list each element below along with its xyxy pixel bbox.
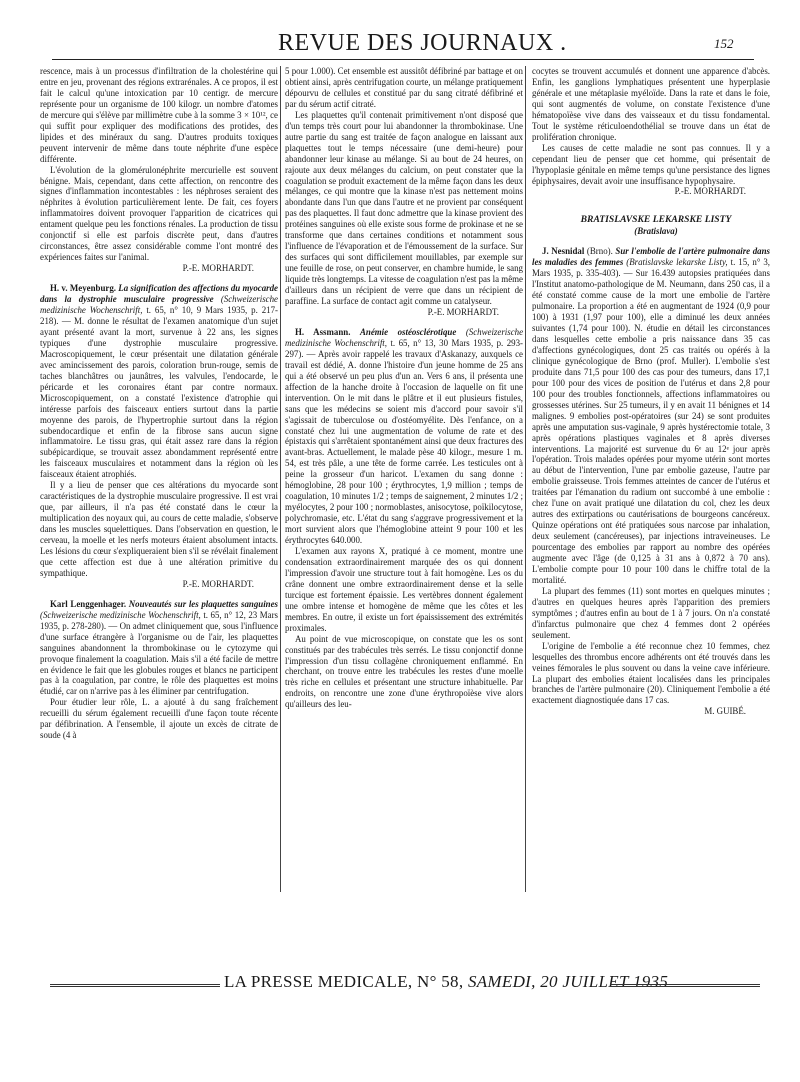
signature: P.-E. MORHARDT. bbox=[182, 263, 254, 274]
spacer bbox=[40, 590, 278, 599]
paragraph: L'examen aux rayons X, pratiqué à ce moment, montre une condensation extraordinairement marquée des os qui donnent l'impression d'avoir une structure tout à fait homogène. Les os du crâne donnent une ombre extraordinairement dense et la selle turcique est fortement épaissie. Les vertèbres donnent également une ombre intense et homogène de même que les côtes et les membres. En outre, il existe un fort épaississement des extrémités proximales. bbox=[285, 545, 523, 633]
footer-rule-right bbox=[610, 984, 760, 987]
footer-journal-number: LA PRESSE MEDICALE, N° 58, bbox=[224, 972, 468, 991]
spacer bbox=[532, 197, 770, 206]
article-author: J. Nesnidal bbox=[542, 246, 585, 257]
column-2 bbox=[285, 66, 523, 896]
spacer bbox=[285, 318, 523, 327]
article-author: H. v. Meyenburg. bbox=[50, 283, 116, 294]
paragraph: L'évolution de la glomérulonéphrite mercurielle est souvent bénigne. Mais, cependant, dans cette affection, on rencontre des signes d'inflammation incontestables : les néphroses seraient des néphrites à évolution particulièrement lente. De fait, ces foyers inflammatoires doivent provoquer l'apparition de cicatrices qui entament quelque peu les fonctions rénales. La production de tissu conjonctif si elle est parfois discrète peut, dans d'autres circonstances, être assez considérable comme l'ont montré des expériences faites sur l'animal. bbox=[40, 164, 278, 263]
page-header bbox=[0, 30, 800, 62]
article-source: (Schweizerische medizinische Wochenschrift, bbox=[40, 609, 201, 620]
article-reference: t. 65, n° 12, 23 Mars 1935, p. 278-280). bbox=[40, 609, 278, 631]
footer-rule-left bbox=[50, 984, 220, 987]
footer-date: SAMEDI, 20 JUILLET 1935 bbox=[467, 972, 669, 991]
paragraph: L'origine de l'embolie a été reconnue chez 10 femmes, chez lesquelles des thrombus encore adhérents ont été trouvés dans les veines fémorales le plus souvent ou dans la veine cave inférieure. La plupart des embolies étaient localisées dans les principales branches de l'artère pulmonaire (20). Cliniquement l'embolie a été exactement diagnostiquée dans 17 cas. bbox=[532, 640, 770, 706]
article-title: Sur l'embolie de l'artère pulmonaire dans les maladies des femmes bbox=[532, 246, 770, 268]
paragraph: 5 pour 1.000). Cet ensemble est aussitôt défibriné par battage et on obtient ainsi, après centrifugation courte, un mélange pratiquement dépourvu de cellules et constitué par du sang citraté défibriné et par du sérum actif citraté. bbox=[285, 66, 523, 109]
article-title: Nouveautés sur les plaquettes sanguines bbox=[128, 598, 278, 609]
article-author: H. Assmann. bbox=[295, 326, 351, 337]
article-source: (Schweizerische medizinische Wochenschrift, bbox=[40, 294, 278, 316]
signature: M. GUIBÉ. bbox=[704, 706, 746, 717]
article-entry bbox=[285, 327, 523, 546]
page-footer bbox=[0, 972, 800, 1000]
article-reference: t. 15, n° 3, Mars 1935, p. 335-403). bbox=[532, 257, 770, 279]
column-divider-2 bbox=[525, 66, 526, 892]
column-3 bbox=[532, 66, 770, 896]
article-source: (Bratislavske lekarske Listy, bbox=[626, 257, 728, 268]
article-body: — Après avoir rappelé les travaux d'Askanazy, auxquels ce travail est dédié, A. donne l'histoire d'un jeune homme de 25 ans qui a été observé un peu plus d'un an. Vers 6 ans, il présenta une affection de la hanche droite à l'occasion de laquelle on fit une intervention. On le mit dans le plâtre et il eut plusieurs fistules, sans que les médecins se soient mis d'accord pour savoir s'il s'agissait de tuberculose ou d'ostéomyélite. Dès l'enfance, on a constaté chez lui une augmentation de volume de rate et des épistaxis qui s'arrêtaient spontanément ainsi que deux fractures des avant-bras. Actuellement, le malade pèse 40 kilogr., mesure 1 m. 54, est très pâle, a une tête de forme carrée. Les testicules ont à peine la grosseur d'un haricot. L'examen du sang donne : hémoglobine, 28 pour 100 ; érythrocytes, 1,9 million ; temps de coagulation, 10 minutes 1/2 ; temps de saignement, 2 minutes 1/2 ; myélocytes, 2 pour 100 ; normoblastes, anisocytose, poïkilocytose, polychromasie, etc. L'état du sang s'aggrave progressivement et la mort survient alors que l'hémoglobine atteint 9 pour 100 et les érythrocytes 640.000. bbox=[285, 348, 523, 546]
article-title: La signification des affections du myocarde dans la dystrophie musculaire progressive bbox=[40, 283, 278, 305]
footer-issue-line bbox=[224, 972, 668, 992]
paragraph: cocytes se trouvent accumulés et donnent une apparence d'abcès. Enfin, les ganglions lymphatiques présentent une hyperplasie générale et une métaplasie myéloïde. Dans la rate et dans le foie, qui sont augmentés de volume, on constate l'existence d'une hématopoïèse vive dans des vaisseaux et du tissu fondamental. Tout le système réticuloendothélial se trouve dans un état de prolifération chronique. bbox=[532, 66, 770, 142]
paragraph: Les causes de cette maladie ne sont pas connues. Il y a cependant lieu de penser que cet homme, qui présentait de l'hypoplasie génitale en même temps qu'une persistance des lignes épiphysaires, devait avoir une insuffisance hypophysaire. bbox=[532, 142, 770, 186]
paragraph: rescence, mais à un processus d'infiltration de la cholestérine qui entre en jeu, provenant des régions extrarénales. A ce propos, il est fait le calcul qu'une intoxication par 10 centigr. de mercure représente pour un organisme de 100 kilogr. un nombre d'atomes de mercure qui s'élève par millimètre cube à la somme 3 × 10¹², ce qui suffit pour expliquer des modifications des protides, des lipides et des minéraux du sang. D'autres produits toxiques peuvent intervenir de même dans toute néphrite d'une espèce différente. bbox=[40, 66, 278, 164]
journal-heading: BRATISLAVSKE LEKARSKE LISTY bbox=[580, 214, 732, 226]
article-title: Anémie ostéosclérotique bbox=[359, 326, 457, 337]
page-number: 152 bbox=[714, 36, 734, 51]
article-source: (Schweizerische medizinische Wochenschrift, bbox=[285, 326, 523, 348]
signature: P.-E. MORHARDT. bbox=[182, 578, 254, 589]
article-reference: t. 65, n° 13, 30 Mars 1935, p. 293-297). bbox=[285, 337, 523, 359]
spacer bbox=[40, 274, 278, 283]
article-author: Karl Lenggenhager. bbox=[50, 598, 127, 609]
running-title: REVUE DES JOURNAUX . bbox=[278, 30, 567, 56]
spacer bbox=[532, 237, 770, 246]
signature: P.-E. MORHARDT. bbox=[674, 186, 746, 197]
column-1 bbox=[40, 66, 278, 896]
article-entry bbox=[40, 599, 278, 698]
paragraph: Il y a lieu de penser que ces altérations du myocarde sont caractéristiques de la dystrophie musculaire progressive. Il est vrai que, par ailleurs, il n'a pas été constaté dans le cœur la multiplication des noyaux qui, au cours de cette maladie, s'observe dans les muscles squelettiques. Dans l'observation en question, le cerveau, la moelle et les nerfs moteurs étaient absolument intacts. Les lésions du cœur s'expliqueraient bien s'il se révélait finalement que cette affection est due à une altération primitive du sympathique. bbox=[40, 480, 278, 578]
article-reference: t. 65, n° 10, 9 Mars 1935, p. 217-218). bbox=[40, 305, 278, 326]
article-body: — M. donne le résultat de l'examen anatomique d'un sujet ayant présenté avant la mort, survenue à 22 ans, les signes typiques d'une dystrophie musculaire progressive. Macroscopiquement, le cœur présentait une dilatation générale avec amincissement des parois, coloration brun-rouge, semis de taches blanchâtres ou jaunâtres, les valvules, l'endocarde, le péricarde et les coronaires étant par contre normaux. Microscopiquement, on a constaté l'existence d'atrophie qui intéresse parfois des faisceaux entiers surtout dans la partie moyenne des parois, de l'hypertrophie surtout dans la région subendocardique et enfin de la fibrose sans aucun signe inflammatoire. Le tissu gras, qui était assez rare dans la région subépicardique, se trouvait assez abondamment représenté entre les faisceaux musculaires et notamment dans la région où les faisceaux étaient atrophiés. bbox=[40, 315, 278, 480]
paragraph: Pour étudier leur rôle, L. a ajouté à du sang fraîchement recueilli du sérum également recueilli d'une façon toute récente par défibrination. A l'ensemble, il ajoute un excès de citrate de soude (4 à bbox=[40, 697, 278, 741]
article-entry bbox=[532, 246, 770, 586]
signature: P.-E. MORHARDT. bbox=[427, 306, 499, 317]
header-rule bbox=[52, 59, 754, 60]
column-divider-1 bbox=[280, 66, 281, 892]
article-author-city: (Brno). bbox=[586, 246, 613, 257]
article-body: — On admet cliniquement que, sous l'influence d'une surface étrangère à l'organisme ou de l'air, les plaquettes sanguines abandonnent la thrombokinase ou le cytozyme qui provoque finalement la coagulation. Mais s'il a été facile de mettre en évidence le fait que les globules rouges et blancs ne participent pas à la coagulation, par contre, le rôle des plaquettes est moins étudié, car on n'arrive pas à les éliminer par centrifugation. bbox=[40, 620, 278, 697]
paragraph: La plupart des femmes (11) sont mortes en quelques minutes ; d'autres en quelques heures après l'apparition des premiers symptômes ; d'autres enfin au bout de 1 à 7 jours. On n'a constaté d'infarctus pulmonaire que chez 4 femmes dont 2 opérées seulement. bbox=[532, 585, 770, 640]
paragraph: Au point de vue microscopique, on constate que les os sont constitués par des trabécules très serrés. Le tissu conjonctif donne l'impression d'un tissu collagène chroniquement enflammé. En cherchant, on trouve entre les trabécules les restes d'une moelle très riche en cellules et présentant une structure inhabituelle. Par endroits, on rencontre une zone d'une érythropoïèse vive alors qu'ailleurs des leu- bbox=[285, 633, 523, 710]
journal-city: (Bratislava) bbox=[634, 226, 678, 237]
paragraph: Les plaquettes qu'il contenait primitivement n'ont disposé que d'un temps très court pour lui abandonner la thrombokinase. Une autre partie du sang est traitée de façon analogue en laissant aux plaquettes tout le temps nécessaire (une demi-heure) pour abandonner leur kinase au mélange. Si au bout de 24 heures, on rajoute aux deux mélanges du calcium, on peut constater que la coagulation se produit exactement de la même façon dans les deux mélanges, ce qui montre que la kinase n'est pas nettement moins abondante dans l'un que dans l'autre et ne provient par conséquent pas des plaquettes. Il faut donc admettre que la kinase provient des protéines sanguines où elle existe sous forme de prokinase et ne se transforme que dans certaines conditions et notamment sous l'influence de l'évaporation et de l'émoussement de la surface. Sur des surfaces qui sont difficilement mouillables, par exemple sur une feuille de rose, on peut conserver, en chambre humide, le sang liquide très longtemps. La vitesse de coagulation n'est pas la même d'ailleurs dans un récipient de verre que dans un récipient de paraffine. La surface de contact agit comme un catalyseur. bbox=[285, 109, 523, 307]
article-body: — Sur 16.439 autopsies pratiquées dans l'Institut anatomo-pathologique de M. Neumann, dans 250 cas, il a été constaté comme cause de la mort une embolie de l'artère pulmonaire. La proportion a été en augmentant de 1924 (0,9 pour 100) à 1931 (1,97 pour 100), elle a diminué les deux années suivantes (1,74 pour 100). N. étudie en détail les circonstances dans lesquelles cette embolie a pris naissance dans 35 cas d'affections gynécologiques, dont 25 cas traités ou opérés à la clinique gynécologique de Brno (prof. Muller). L'embolie s'est produite dans 71,5 pour 100 des cas pour des tumeurs, dans 17,1 pour 100 pour des vices de position de l'utérus et dans 2,8 pour 100 pour des troubles fonctionnels, affections inflammatoires ou grossesses utérines. Sur 25 tumeurs, il y en avait 11 bénignes et 14 malignes. 9 embolies post-opératoires (sur 24) se sont produites après une amputation sus-vaginale, 9 après hystérectomie totale, 3 après opérations plastiques vaginales et 8 après diverses interventions. La majorité est survenue du 6ᵉ au 12ᵉ jour après l'opération. Trois malades opérées pour myome utérin sont mortes au début de l'intervention, l'une par embolie gazeuse, l'autre par embolie graisseuse. Trois femmes atteintes de cancer de l'utérus et traitées par l'émanation du radium ont succombé à une embolie : chez l'une on avait pratiqué une dilatation du col, chez les deux autres des extirpations ou cautérisations de bourgeons cancéreux. Quinze opérations ont été pratiquées sous narcose par inhalation, deux seulement (cancéreuses), par injections intraveineuses. Le pourcentage des embolies par rapport au nombre des opérées augmente avec l'âge (de 0,125 à 31 ans à 0,872 à 70 ans). L'embolie compte pour 10 pour 100 dans le chiffre total de la mortalité. bbox=[532, 268, 770, 585]
article-entry bbox=[40, 283, 278, 480]
